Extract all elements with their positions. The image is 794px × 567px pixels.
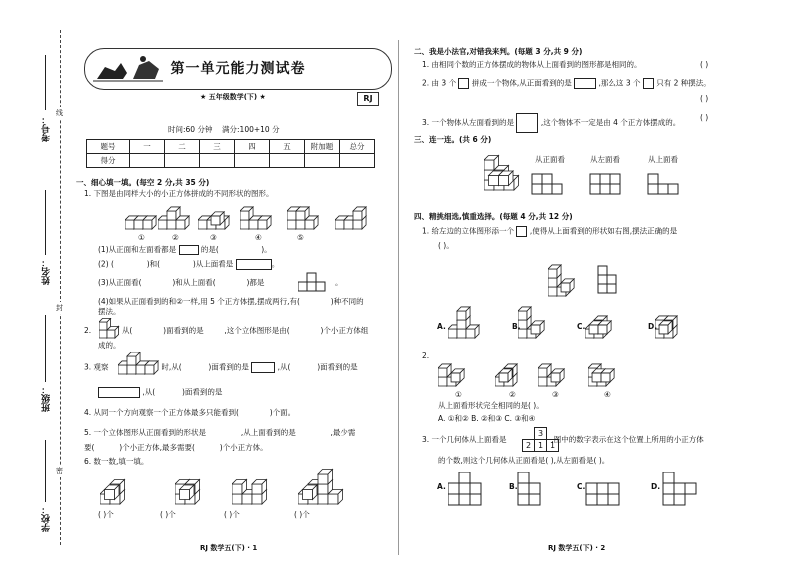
score-cell[interactable] — [235, 154, 270, 168]
q3-option-d[interactable]: D. — [651, 482, 661, 491]
judge-answer-1[interactable]: ( ) — [700, 60, 709, 69]
part2-q3-b: ,这个物体不一定是由 4 个正方体摆成的。 — [540, 118, 681, 127]
part2-q2-c: ,那么这 3 个 — [598, 78, 641, 88]
name-line — [45, 190, 46, 255]
part4-q1-solid — [548, 258, 588, 298]
part4-q1 — [422, 226, 677, 237]
cut-mark-3: 密 — [56, 467, 63, 475]
cube-figure-2 — [158, 203, 198, 231]
q2-text — [84, 326, 368, 336]
binding-strip — [0, 0, 70, 567]
q3-text-d: ,从( — [277, 362, 291, 372]
school-line — [45, 440, 46, 502]
class-line — [45, 315, 46, 382]
two-squares-shape-icon — [574, 78, 596, 89]
part4-title: 四、精挑细选,慎重选择。(每题 4 分,共 12 分) — [414, 212, 573, 221]
q6-cube-figure-4 — [298, 462, 368, 506]
q6-blank-4[interactable]: ( )个 — [294, 510, 310, 519]
part2-q2 — [422, 78, 711, 89]
fig-label-3: ③ — [210, 233, 217, 242]
q3-text-g: )面看到的是 — [181, 387, 223, 397]
score-header-cell: 总分 — [340, 140, 375, 154]
subtitle: ★ 五年级数学(下) ★ — [200, 93, 266, 101]
score-header-cell: 一 — [130, 140, 165, 154]
grid-cell: 2 — [522, 439, 535, 452]
school-label: 学校： — [42, 505, 52, 532]
q4-text — [84, 408, 295, 418]
q5-text-f: )个小正方体。 — [219, 443, 268, 452]
q2-text-b: 从( — [121, 326, 133, 335]
q2-text-c: )面看到的是 — [163, 326, 204, 335]
q1-4-text-a: (4)如果从正面看到的和②一样,用 5 个正方体摆,摆成两行,有( — [98, 297, 300, 306]
part2-q3-a: 3. 一个物体从左面看到的是 — [422, 118, 515, 127]
name-label: 姓名： — [42, 258, 52, 285]
q1-2-text-a: (2) ( — [98, 259, 114, 269]
q5-text-e: )个小正方体,最多需要( — [119, 443, 195, 452]
q6-cube-figure-3 — [232, 468, 292, 506]
score-cell[interactable] — [165, 154, 200, 168]
q1-2-text-b: )和( — [146, 259, 161, 269]
rect-shape-icon — [179, 245, 199, 255]
view-label-front: 从正面看 — [535, 155, 565, 164]
page-divider — [398, 40, 399, 555]
two-squares-shape-icon — [251, 362, 275, 373]
q3-text-a: 3. 观察 — [84, 362, 109, 372]
q1-3-text-a: (3)从正面看( — [98, 278, 142, 287]
option-b[interactable]: B. — [512, 322, 521, 331]
judge-answer-2[interactable]: ( ) — [700, 94, 709, 103]
option-c-figure — [585, 300, 627, 340]
exam-info — [168, 124, 280, 135]
q2-figure-4 — [588, 356, 628, 388]
score-cell[interactable] — [130, 154, 165, 168]
q6-blank-2[interactable]: ( )个 — [160, 510, 176, 519]
q3-text-b: 时,从( — [161, 362, 182, 372]
q1-1-text: (1)从正面和左面看都是 的是( )。 — [98, 245, 272, 254]
q6-blank-3[interactable]: ( )个 — [224, 510, 240, 519]
time-limit: 时间:60 分钟 — [168, 125, 213, 134]
q6-text: 6. 数一数,填一填。 — [84, 457, 149, 466]
part3-title: 三、连一连。(共 6 分) — [414, 135, 492, 144]
part2-title: 二、我是小法官,对错我来判。(每题 3 分,共 9 分) — [414, 47, 583, 56]
title-banner — [84, 48, 392, 90]
part4-q3-b: ,图中的数字表示在这个位置上所用的小正方体 — [551, 435, 704, 444]
cut-mark-1: 线 — [56, 109, 63, 117]
q3-text-e: )面看到的是 — [317, 362, 358, 372]
fig-label-2: ② — [172, 233, 179, 242]
part4-q3-a: 3. 一个几何体从上面看是 — [422, 435, 507, 444]
q3-answer-shapes — [448, 472, 728, 506]
score-header-cell: 五 — [270, 140, 305, 154]
q2-figure-2 — [495, 356, 535, 388]
score-header-cell: 四 — [235, 140, 270, 154]
q1-2-text: (2) ( )和( )从上面看是 。 — [98, 259, 280, 269]
score-cell[interactable] — [305, 154, 340, 168]
fig-label-5: ⑤ — [297, 233, 304, 242]
score-table-header-row — [87, 140, 375, 154]
score-cell[interactable] — [340, 154, 375, 168]
fig-label-4: ④ — [255, 233, 262, 242]
class-label: 班级： — [42, 385, 52, 412]
cube-figure-3 — [198, 203, 238, 231]
q3-number-grid — [522, 427, 567, 453]
part4-q2: 2. — [422, 351, 430, 360]
option-d-figure — [655, 300, 697, 340]
q6-cube-figure-1 — [100, 468, 150, 506]
grid-cell: 1 — [546, 439, 559, 452]
option-a-figure — [448, 300, 490, 340]
q3-option-b[interactable]: B. — [509, 482, 518, 491]
q2-fig-label-2: ② — [509, 390, 516, 399]
three-squares-shape-icon — [236, 259, 272, 270]
score-cell[interactable] — [200, 154, 235, 168]
cube-figure-6 — [335, 203, 375, 231]
score-header-cell: 附加题 — [305, 140, 340, 154]
cube-figure-4 — [240, 203, 280, 231]
q2-fig-label-4: ④ — [604, 390, 611, 399]
score-header-cell: 二 — [165, 140, 200, 154]
q5-text-2 — [84, 443, 268, 453]
q3-text-c: )面看到的是 — [208, 362, 249, 372]
part4-top-view-shape — [596, 264, 626, 296]
q5-text-b: ,从上面看到的是 — [240, 428, 296, 437]
q2-text-a: 2. — [84, 326, 92, 335]
footer-right: RJ 数学五(下) · 2 — [548, 544, 606, 552]
q3-text — [84, 362, 358, 373]
score-cell[interactable] — [270, 154, 305, 168]
cube-figure-5 — [287, 203, 327, 231]
page-title: 第一单元能力测试卷 — [170, 61, 306, 77]
part4-q2-options[interactable]: A. ①和② B. ②和③ C. ③和④ — [438, 414, 536, 423]
rj-badge: RJ — [357, 92, 379, 106]
q3-option-c[interactable]: C. — [577, 482, 586, 491]
q2-text-d: ,这个立体图形是由( — [224, 326, 290, 335]
q5-text-a: 5. 一个立体图形从正面看到的形状是 — [84, 428, 207, 437]
q6-cube-figure-2 — [175, 468, 225, 506]
cube-icon — [643, 78, 654, 89]
fig-label-1: ① — [138, 233, 145, 242]
q4-text-a: 4. 从同一个方向观察一个正方体最多只能看到( — [84, 408, 239, 417]
footer-left: RJ 数学五(下) · 1 — [200, 544, 258, 552]
part2-q2-d: 只有 2 种摆法。 — [656, 78, 711, 88]
q2-text-e: )个小正方体组 — [320, 326, 369, 335]
part4-q1-a: 1. 给左边的立体图形添一个 — [422, 226, 515, 236]
view-label-top: 从上面看 — [648, 155, 678, 164]
q1-4-text — [98, 297, 364, 307]
part4-q2-b: 从上面看形状完全相同的是( )。 — [438, 401, 544, 410]
option-a[interactable]: A. — [437, 322, 446, 331]
view-label-left: 从左面看 — [590, 155, 620, 164]
part2-q3 — [422, 113, 680, 133]
q1-4-text-b: )种不同的 — [330, 297, 364, 306]
q1-4-text-c: 摆法。 — [98, 307, 121, 316]
t-shape-icon — [298, 272, 334, 294]
exam-no-line — [45, 55, 46, 110]
part4-q3-c: 的个数,则这个几何体从正面看是( ),从左面看是( )。 — [438, 456, 610, 465]
part4-q1-b: ,使得从上面看到的形状如右图,摆法正确的是 — [529, 226, 678, 236]
judge-answer-3[interactable]: ( ) — [700, 113, 709, 122]
l-shape-icon — [516, 113, 538, 133]
q5-text-d: 要( — [84, 443, 95, 452]
q1-3-text — [98, 278, 264, 288]
q1-3-text-c: )都是 — [246, 278, 265, 287]
q2-figure-1 — [438, 356, 478, 388]
part1-title: 一、细心填一填。(每空 2 分,共 35 分) — [76, 178, 210, 187]
grid-cell: 1 — [534, 439, 547, 452]
score-table — [86, 139, 375, 168]
q3-option-a[interactable]: A. — [437, 482, 446, 491]
cube-icon — [458, 78, 469, 89]
part2-q1: 1. 由相同个数的正方体摆成的物体从上面看到的图形都是相同的。 — [422, 60, 642, 69]
q2-fig-label-3: ③ — [552, 390, 559, 399]
grid-cell: 3 — [534, 427, 547, 440]
q1-3-text-b: )和从上面看( — [172, 278, 216, 287]
exam-no-label: 考号： — [42, 115, 52, 142]
q3-text-2 — [98, 387, 222, 398]
option-b-figure — [518, 300, 560, 340]
q3-text-f: ,从( — [142, 387, 156, 397]
q5-text-c: ,最少需 — [330, 428, 356, 437]
q1-1-text-b: 的是( — [200, 245, 219, 254]
part2-q2-b: 拼成一个物体,从正面看到的是 — [471, 78, 572, 88]
q2-fig-label-1: ① — [455, 390, 462, 399]
score-row-label: 得分 — [87, 154, 130, 168]
score-table-row — [87, 154, 375, 168]
part1-q1-text: 1. 下图是由同样大小的小正方体拼成的不同形状的图形。 — [84, 189, 274, 198]
part2-q2-a: 2. 由 3 个 — [422, 78, 457, 88]
four-squares-shape-icon — [98, 387, 140, 398]
cube-icon — [516, 226, 527, 237]
score-header-cell: 题号 — [87, 140, 130, 154]
option-c[interactable]: C. — [577, 322, 586, 331]
q1-2-text-c: )从上面看是 — [192, 259, 234, 269]
score-header-cell: 三 — [200, 140, 235, 154]
q6-blank-1[interactable]: ( )个 — [98, 510, 114, 519]
q2-text-f: 成的。 — [98, 341, 121, 350]
option-d[interactable]: D. — [648, 322, 658, 331]
q5-text — [84, 428, 355, 438]
q1-1-text-a: (1)从正面和左面看都是 — [98, 245, 177, 254]
part3-cube-figure — [484, 150, 534, 192]
cut-mark-2: 封 — [56, 304, 63, 312]
full-score: 满分:100+10 分 — [222, 125, 280, 134]
part4-q1-c: ( )。 — [438, 241, 454, 250]
q2-figure-3 — [538, 356, 578, 388]
part3-view-shapes — [530, 170, 710, 200]
q4-text-b: )个面。 — [269, 408, 296, 417]
